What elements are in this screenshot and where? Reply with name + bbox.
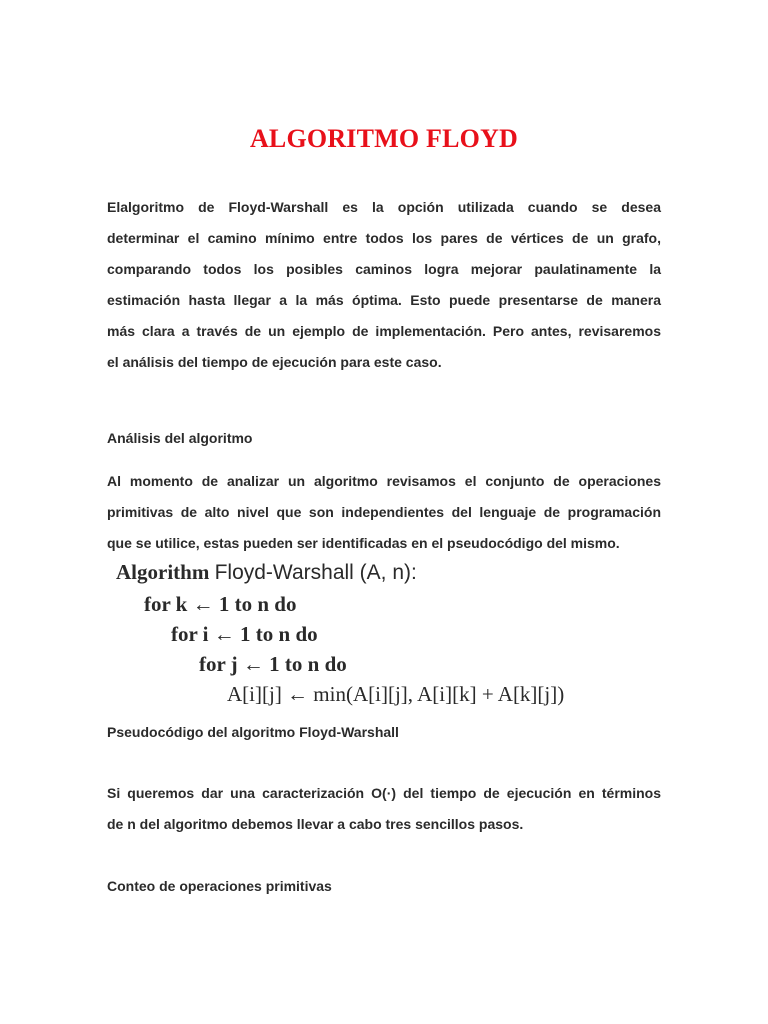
- pseudocode-line-update: A[i][j] ← min(A[i][j], A[i][k] + A[k][j]): [227, 682, 565, 706]
- algorithm-signature: Floyd-Warshall (A, n):: [214, 561, 417, 584]
- complexity-line: de n del algoritmo debemos llevar a cabo tres sencillos pasos.: [107, 816, 524, 832]
- algorithm-header: [116, 560, 417, 585]
- intro-line: comparando todos los posibles caminos logra mejorar paulatinamente la: [107, 261, 661, 277]
- intro-paragraph: [107, 192, 661, 378]
- pseudocode-line-i: for i ← 1 to n do: [171, 622, 318, 646]
- intro-line: más clara a través de un ejemplo de implementación. Pero antes, revisaremos: [107, 323, 661, 339]
- document-title: ALGORITMO FLOYD: [249, 124, 519, 153]
- pseudocode-caption: Pseudocódigo del algoritmo Floyd-Warshall: [107, 724, 399, 740]
- section-heading-analysis: Análisis del algoritmo: [107, 430, 253, 446]
- pseudocode-line-j: for j ← 1 to n do: [199, 652, 347, 676]
- analysis-line: que se utilice, estas pueden ser identificadas en el pseudocódigo del mismo.: [107, 535, 620, 551]
- intro-line: determinar el camino mínimo entre todos los pares de vértices de un grafo,: [107, 230, 661, 246]
- analysis-line: primitivas de alto nivel que son independientes del lenguaje de programación: [107, 504, 661, 520]
- analysis-paragraph: [107, 466, 661, 559]
- intro-line: el análisis del tiempo de ejecución para este caso.: [107, 354, 442, 370]
- complexity-line: Si queremos dar una caracterización O(·) del tiempo de ejecución en términos: [107, 785, 661, 801]
- complexity-paragraph: [107, 778, 661, 840]
- pseudocode-line-k: for k ← 1 to n do: [144, 592, 297, 616]
- analysis-line: Al momento de analizar un algoritmo revisamos el conjunto de operaciones: [107, 473, 661, 489]
- section-heading-counting: Conteo de operaciones primitivas: [107, 878, 332, 894]
- pseudocode-image: [116, 558, 576, 716]
- intro-line: estimación hasta llegar a la más óptima. Esto puede presentarse de manera: [107, 292, 661, 308]
- intro-line: Elalgoritmo de Floyd-Warshall es la opción utilizada cuando se desea: [107, 199, 661, 215]
- algorithm-keyword: Algorithm: [116, 560, 210, 584]
